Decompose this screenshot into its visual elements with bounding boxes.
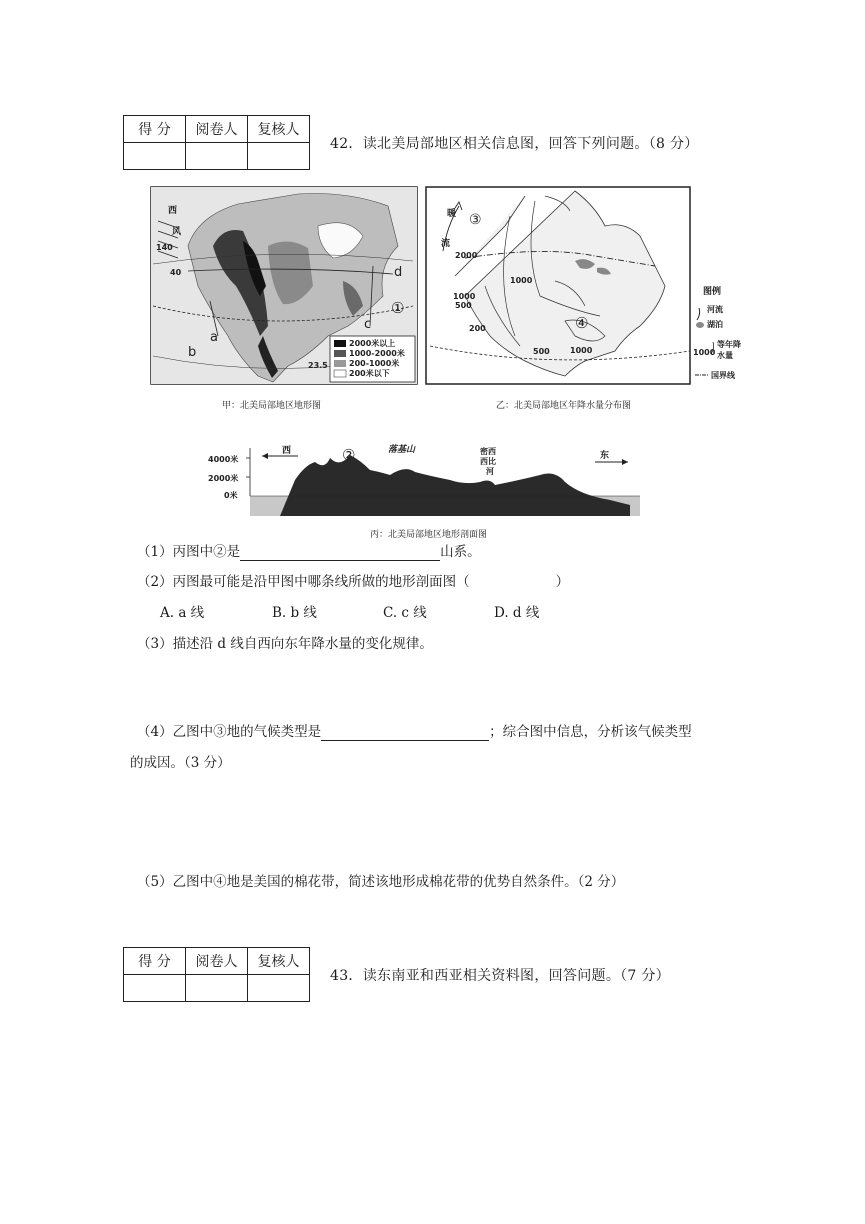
profile-caption: 丙：北美局部地区地形剖面图: [370, 530, 488, 540]
legend-iso-value: 1000: [693, 348, 716, 357]
reviewer-cell[interactable]: [248, 975, 310, 1002]
answer-blank-1[interactable]: [240, 544, 440, 561]
legend-200down: 200米以下: [349, 369, 390, 378]
reviewer-header: 复核人: [248, 116, 310, 143]
sub2-close: ）: [555, 574, 570, 590]
label-river-3: 河: [486, 467, 494, 476]
answer-blank-4[interactable]: [321, 724, 489, 741]
score-header: 得 分: [124, 948, 186, 975]
sub-question-2: [137, 570, 569, 590]
sub-question-3: （3）描述沿 d 线自西向东年降水量的变化规律。: [137, 636, 433, 652]
y-tick-0: 0米: [224, 491, 238, 500]
label-circle-4: ④: [575, 314, 589, 332]
y-tick-2000: 2000米: [208, 474, 239, 483]
label-river-2: 西比: [480, 457, 496, 466]
label-circle-2: ②: [342, 446, 356, 464]
grader-header: 阅卷人: [186, 116, 248, 143]
legend-isoline-1: 等年降: [717, 340, 741, 349]
question-42-title: 42．读北美局部地区相关信息图，回答下列问题。（8 分）: [330, 136, 699, 152]
iso-500-b: 500: [533, 347, 550, 356]
sub-question-5: （5）乙图中④地是美国的棉花带，简述该地形成棉花带的优势自然条件。（2 分）: [137, 874, 625, 890]
precip-legend: [693, 282, 763, 382]
option-b[interactable]: B. b 线: [272, 605, 317, 621]
grader-cell[interactable]: [186, 143, 248, 170]
label-23-5: 23.5: [308, 361, 328, 370]
legend-river: 河流: [707, 305, 723, 314]
label-c: c: [364, 317, 372, 332]
score-table-43: [123, 947, 310, 1002]
label-rocky: 落基山: [388, 445, 416, 455]
label-warm: 暖: [447, 209, 457, 219]
map-terrain-caption: 甲：北美局部地区地形图: [222, 401, 322, 411]
map-terrain: [148, 186, 420, 386]
label-west-profile: 西: [282, 446, 292, 456]
iso-2000: 2000: [455, 251, 478, 260]
label-wind: 风: [172, 227, 182, 237]
sub2-text: （2）丙图最可能是沿甲图中哪条线所做的地形剖面图（: [137, 574, 470, 590]
score-cell[interactable]: [124, 143, 186, 170]
legend-isoline-2: 水量: [717, 351, 733, 360]
sub4-suffix: ；综合图中信息，分析该气候类型: [489, 724, 692, 740]
legend-2000up: 2000米以上: [349, 339, 396, 348]
label-a: a: [210, 330, 218, 345]
label-b: b: [188, 345, 197, 360]
iso-200: 200: [469, 324, 486, 333]
answer-blank-2[interactable]: [470, 574, 556, 590]
label-40: 40: [170, 268, 182, 277]
legend-lake: 湖泊: [707, 320, 723, 329]
legend-200-1000: 200-1000米: [349, 359, 400, 368]
sub-question-1: [137, 540, 481, 561]
label-current: 流: [441, 239, 451, 249]
legend-1000-2000: 1000-2000米: [349, 349, 405, 358]
label-east-profile: 东: [600, 451, 610, 461]
sub1-suffix: 山系。: [440, 544, 481, 560]
score-header: 得 分: [124, 116, 186, 143]
legend-border: 国界线: [711, 371, 735, 380]
label-river-1: 密西: [480, 447, 496, 456]
reviewer-cell[interactable]: [248, 143, 310, 170]
option-c[interactable]: C. c 线: [383, 605, 427, 621]
sub4-prefix: （4）乙图中③地的气候类型是: [137, 724, 322, 740]
reviewer-header: 复核人: [248, 948, 310, 975]
sub-question-4-line2: 的成因。（3 分）: [130, 755, 231, 771]
map-precipitation: [425, 186, 693, 386]
label-circle-3: ③: [469, 212, 482, 228]
iso-1000-b: 1000: [453, 292, 476, 301]
label-140: 140: [156, 243, 173, 252]
option-a[interactable]: A. a 线: [160, 605, 205, 621]
map-precip-caption: 乙：北美局部地区年降水量分布图: [496, 401, 632, 411]
question-43-title: 43．读东南亚和西亚相关资料图，回答问题。（7 分）: [330, 968, 670, 984]
sub-question-4: [137, 720, 692, 741]
grader-cell[interactable]: [186, 975, 248, 1002]
label-west: 西: [168, 206, 178, 216]
iso-1000-c: 1000: [570, 346, 593, 355]
label-d: d: [394, 265, 403, 280]
label-circle-1: ①: [391, 299, 405, 317]
y-tick-4000: 4000米: [208, 455, 239, 464]
terrain-legend: [330, 336, 415, 382]
grader-header: 阅卷人: [186, 948, 248, 975]
sub1-prefix: （1）丙图中②是: [137, 544, 241, 560]
legend-title: 图例: [703, 287, 722, 297]
terrain-profile: [190, 440, 650, 522]
iso-500-a: 500: [455, 301, 472, 310]
option-d[interactable]: D. d 线: [494, 605, 540, 621]
score-cell[interactable]: [124, 975, 186, 1002]
score-table-42: [123, 115, 310, 170]
profile-terrain: [280, 455, 630, 516]
iso-1000-a: 1000: [510, 276, 533, 285]
